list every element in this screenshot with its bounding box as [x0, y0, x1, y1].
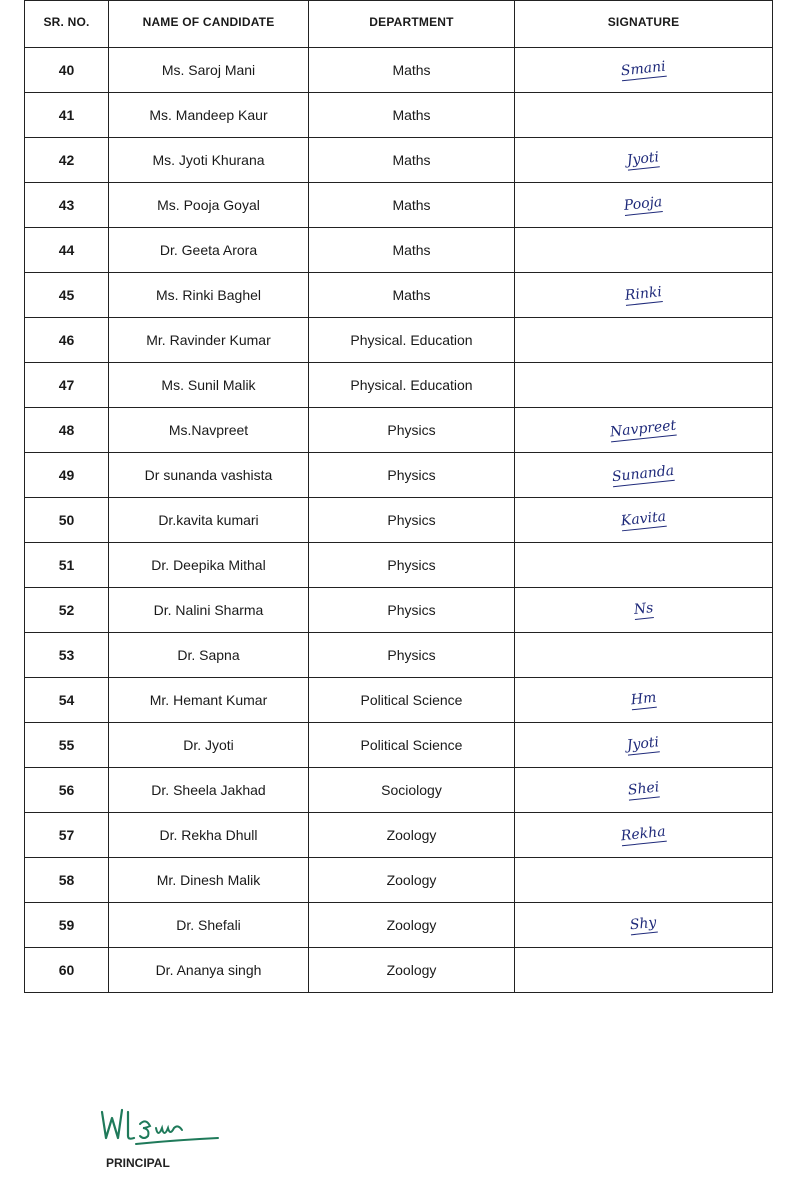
table-row: [25, 48, 773, 93]
signature-cell: [515, 813, 773, 858]
signature-cell: [515, 768, 773, 813]
table-row: [25, 93, 773, 138]
signature-cell: [515, 453, 773, 498]
department-cell: Physics: [309, 543, 515, 588]
candidate-name-cell: Dr. Deepika Mithal: [109, 543, 309, 588]
principal-label: PRINCIPAL: [106, 1156, 170, 1170]
table-row: [25, 633, 773, 678]
signature-cell: [515, 588, 773, 633]
signature-cell: [515, 633, 773, 678]
signature-cell: [515, 858, 773, 903]
department-cell: Zoology: [309, 948, 515, 993]
table-row: [25, 948, 773, 993]
signature-text: Ns: [632, 600, 654, 618]
signature-cell: [515, 723, 773, 768]
signature-cell: [515, 408, 773, 453]
candidate-name-cell: Dr.kavita kumari: [109, 498, 309, 543]
table-row: [25, 138, 773, 183]
department-cell: Physics: [309, 633, 515, 678]
candidate-name-cell: Ms. Sunil Malik: [109, 363, 309, 408]
candidate-name-cell: Dr. Jyoti: [109, 723, 309, 768]
signature-cell: [515, 183, 773, 228]
signature-text: Rinki: [624, 284, 663, 304]
candidate-name-cell: Dr. Sapna: [109, 633, 309, 678]
candidate-name-cell: Ms. Mandeep Kaur: [109, 93, 309, 138]
signature-cell: [515, 948, 773, 993]
header-sr-no: SR. NO.: [25, 1, 109, 48]
sr-no-cell: 53: [25, 633, 109, 678]
department-cell: Zoology: [309, 903, 515, 948]
candidate-name-cell: Ms. Pooja Goyal: [109, 183, 309, 228]
sr-no-cell: 49: [25, 453, 109, 498]
table-row: [25, 678, 773, 723]
sr-no-cell: 57: [25, 813, 109, 858]
department-cell: Sociology: [309, 768, 515, 813]
table-row: [25, 903, 773, 948]
candidate-name-cell: Dr. Shefali: [109, 903, 309, 948]
signature-cell: [515, 138, 773, 183]
signature-cell: [515, 363, 773, 408]
signature-text: Jyoti: [626, 149, 661, 169]
candidate-name-cell: Mr. Hemant Kumar: [109, 678, 309, 723]
candidate-name-cell: Dr. Ananya singh: [109, 948, 309, 993]
signature-cell: [515, 228, 773, 273]
table-row: [25, 273, 773, 318]
department-cell: Maths: [309, 273, 515, 318]
sr-no-cell: 52: [25, 588, 109, 633]
sr-no-cell: 40: [25, 48, 109, 93]
table-row: [25, 363, 773, 408]
signature-text: Rekha: [620, 823, 667, 845]
sr-no-cell: 50: [25, 498, 109, 543]
department-cell: Maths: [309, 48, 515, 93]
sr-no-cell: 56: [25, 768, 109, 813]
signature-text: Smani: [620, 58, 667, 80]
table-row: [25, 318, 773, 363]
table-row: [25, 453, 773, 498]
department-cell: Physics: [309, 408, 515, 453]
sr-no-cell: 60: [25, 948, 109, 993]
principal-signature: [96, 1098, 226, 1150]
signature-text: Pooja: [623, 194, 664, 214]
signature-cell: [515, 93, 773, 138]
table-row: [25, 768, 773, 813]
candidate-name-cell: Dr. Rekha Dhull: [109, 813, 309, 858]
table-row: [25, 588, 773, 633]
signature-cell: [515, 498, 773, 543]
department-cell: Political Science: [309, 723, 515, 768]
table-body: [25, 48, 773, 993]
department-cell: Physical. Education: [309, 363, 515, 408]
signature-text: Hm: [629, 689, 657, 709]
header-name: NAME OF CANDIDATE: [109, 1, 309, 48]
candidate-name-cell: Dr. Geeta Arora: [109, 228, 309, 273]
attendance-table: [24, 0, 773, 993]
header-department: DEPARTMENT: [309, 1, 515, 48]
candidate-name-cell: Dr sunanda vashista: [109, 453, 309, 498]
signature-text: Navpreet: [609, 417, 678, 441]
department-cell: Maths: [309, 228, 515, 273]
sr-no-cell: 41: [25, 93, 109, 138]
table-header-row: [25, 1, 773, 48]
candidate-name-cell: Ms. Saroj Mani: [109, 48, 309, 93]
candidate-name-cell: Ms.Navpreet: [109, 408, 309, 453]
signature-text: Kavita: [620, 508, 667, 530]
principal-block: [96, 1098, 316, 1170]
candidate-name-cell: Mr. Ravinder Kumar: [109, 318, 309, 363]
sr-no-cell: 42: [25, 138, 109, 183]
table-row: [25, 408, 773, 453]
table-row: [25, 498, 773, 543]
candidate-name-cell: Ms. Jyoti Khurana: [109, 138, 309, 183]
table-row: [25, 858, 773, 903]
signature-text: Shei: [626, 779, 660, 799]
candidate-name-cell: Dr. Sheela Jakhad: [109, 768, 309, 813]
attendance-sheet: [24, 0, 772, 993]
department-cell: Maths: [309, 138, 515, 183]
table-row: [25, 228, 773, 273]
department-cell: Maths: [309, 183, 515, 228]
sr-no-cell: 45: [25, 273, 109, 318]
sr-no-cell: 43: [25, 183, 109, 228]
sr-no-cell: 59: [25, 903, 109, 948]
sr-no-cell: 54: [25, 678, 109, 723]
signature-cell: [515, 678, 773, 723]
department-cell: Physics: [309, 453, 515, 498]
table-row: [25, 183, 773, 228]
sr-no-cell: 55: [25, 723, 109, 768]
sr-no-cell: 46: [25, 318, 109, 363]
signature-cell: [515, 903, 773, 948]
candidate-name-cell: Mr. Dinesh Malik: [109, 858, 309, 903]
sr-no-cell: 44: [25, 228, 109, 273]
sr-no-cell: 48: [25, 408, 109, 453]
department-cell: Zoology: [309, 858, 515, 903]
department-cell: Physical. Education: [309, 318, 515, 363]
signature-cell: [515, 318, 773, 363]
signature-cell: [515, 543, 773, 588]
signature-cell: [515, 48, 773, 93]
department-cell: Maths: [309, 93, 515, 138]
department-cell: Zoology: [309, 813, 515, 858]
signature-text: Shy: [629, 914, 658, 934]
signature-text: Jyoti: [626, 734, 661, 754]
candidate-name-cell: Dr. Nalini Sharma: [109, 588, 309, 633]
table-row: [25, 723, 773, 768]
sr-no-cell: 51: [25, 543, 109, 588]
sr-no-cell: 47: [25, 363, 109, 408]
header-signature: SIGNATURE: [515, 1, 773, 48]
candidate-name-cell: Ms. Rinki Baghel: [109, 273, 309, 318]
sr-no-cell: 58: [25, 858, 109, 903]
department-cell: Physics: [309, 498, 515, 543]
table-row: [25, 543, 773, 588]
signature-text: Sunanda: [611, 462, 676, 486]
table-row: [25, 813, 773, 858]
signature-cell: [515, 273, 773, 318]
department-cell: Physics: [309, 588, 515, 633]
department-cell: Political Science: [309, 678, 515, 723]
